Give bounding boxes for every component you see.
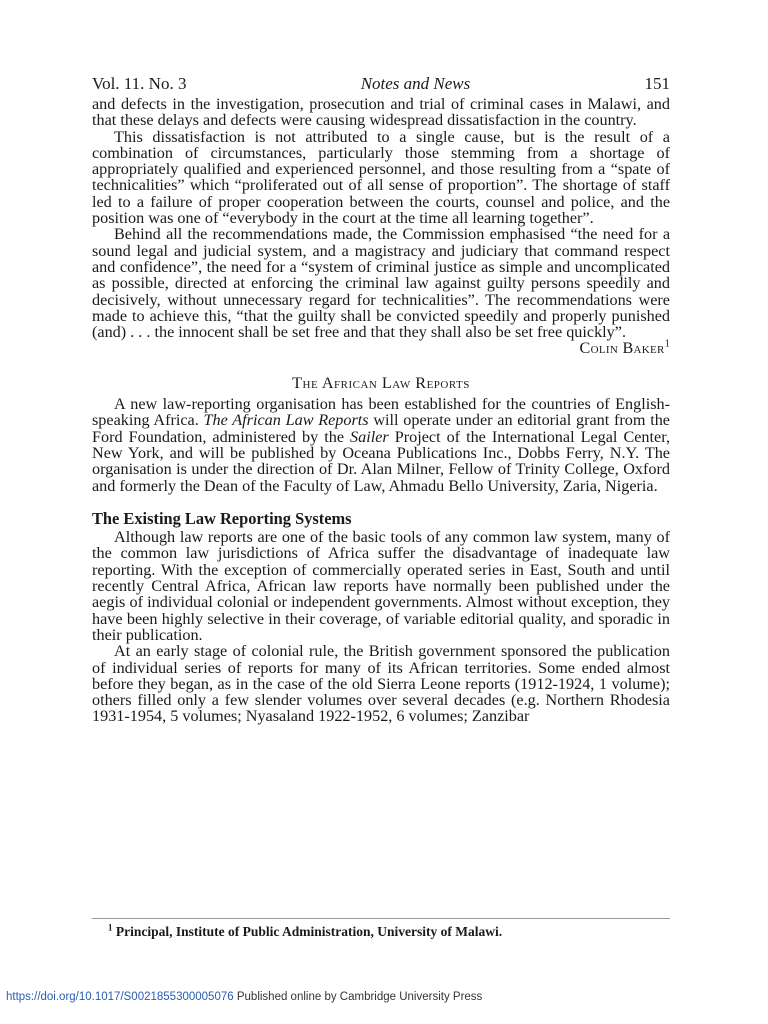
footnote-text: Principal, Institute of Public Administration, University of Malawi.: [115, 924, 503, 939]
publication-title: The African Law Reports: [203, 411, 369, 430]
footnote-number: 1: [108, 922, 113, 933]
project-name: Sailer: [350, 427, 389, 446]
paragraph-recommendations: Behind all the recommendations made, the Commission emphasised “the need for a sound legal and judicial system, and a magistracy and judiciary that command respect and confidence”, the need for a “system of criminal justice as simple and uncomplicated as possible, directed at enforcing the criminal law against guilty persons speedily and decisively, without unnecessary regard for technicalities”. The recommendations were made to achieve this, “that the guilty shall be convicted speedily and properly punished (and) . . . the innocent shall be set free and that they shall also be set free quickly”.: [92, 225, 670, 342]
doi-line: [6, 990, 482, 1004]
paragraph-section-intro: A new law-reporting organisation has been established for the countries of English-speaking Africa. The African Law Reports will operate under an editorial grant from the Ford Foundation, administered by the Sailer Project of the International Legal Center, New York, and will be published by Oceana Publications Inc., Dobbs Ferry, N.Y. The organisation is under the direction of Dr. Alan Milner, Fellow of Trinity College, Oxford and formerly the Dean of the Faculty of Law, Ahmadu Bello University, Zaria, Nigeria.: [92, 395, 670, 495]
published-online-text: Published online by Cambridge University Press: [233, 991, 483, 1003]
paragraph-colonial-rule: At an early stage of colonial rule, the British government sponsored the publication of individual series of reports for many of its African territories. Some ended almost before they began, as in the case of the old Sierra Leone reports (1912-1924, 1 volume); others filled only a few slender volumes over several decades (e.g. Northern Rhodesia 1931-1954, 5 volumes; Nyasaland 1922-1952, 6 volumes; Zanzibar: [92, 642, 670, 726]
page-body: [92, 74, 670, 725]
section-label: Notes and News: [360, 74, 471, 93]
subheading: The Existing Law Reporting Systems: [92, 508, 352, 528]
page-number: 151: [644, 74, 670, 93]
footnote-rule: [92, 918, 670, 919]
paragraph-dissatisfaction: This dissatisfaction is not attributed to a single cause, but is the result of a combination of circumstances, particularly those stemming from a shortage of appropriately qualified and experienced personnel, and those resulting from a “spate of technicalities” which “proliferated out of all sense of proportion”. The shortage of staff led to a failure of proper cooperation between the courts, counsel and police, and the position was one of “everybody in the court at the time all learning together”.: [92, 127, 670, 228]
paragraph-continued: and defects in the investigation, prosecution and trial of criminal cases in Malawi, and that these delays and defects were causing widespread dissatisfaction in the country.: [92, 95, 670, 130]
author-name: Colin Baker: [579, 339, 665, 358]
doi-link[interactable]: https://doi.org/10.1017/S0021855300005076: [6, 991, 234, 1003]
volume-label: Vol. 11. No. 3: [92, 74, 187, 93]
paragraph-existing-systems: Although law reports are one of the basic tools of any common law system, many of the common law jurisdictions of Africa suffer the disadvantage of inadequate law reporting. With the exception of commercially operated series in East, South and until recently Central Africa, African law reports have normally been published under the aegis of individual colonial or independent governments. Almost without exception, they have been highly selective in their coverage, of variable editorial quality, and sporadic in their publication.: [92, 528, 670, 644]
running-header: [92, 74, 670, 94]
author-signature: [92, 340, 670, 356]
section-title: The African Law Reports: [292, 373, 470, 392]
footnote-mark: 1: [664, 339, 670, 351]
footnote: [108, 924, 502, 940]
